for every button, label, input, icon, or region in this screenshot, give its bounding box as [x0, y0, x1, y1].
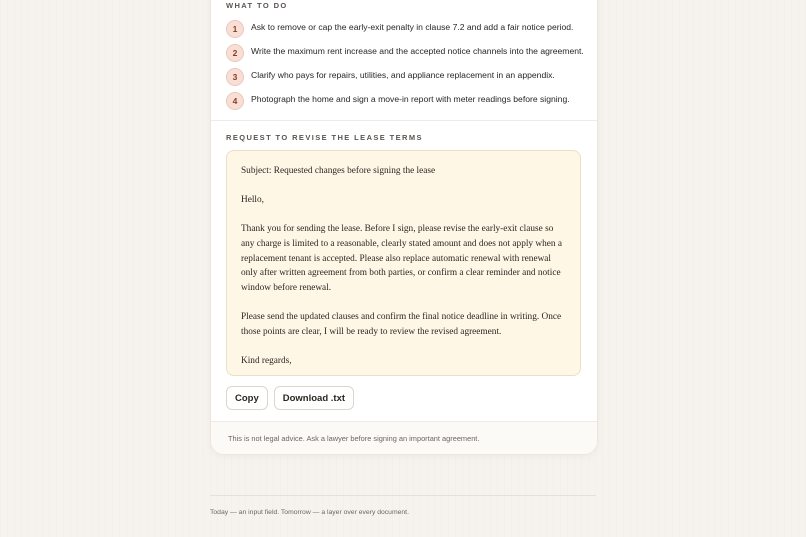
step-text: Ask to remove or cap the early-exit penalty in clause 7.2 and add a fair notice period.	[251, 22, 574, 32]
letter-body	[227, 151, 580, 368]
step-text: Write the maximum rent increase and the accepted notice channels into the agreement.	[251, 46, 584, 56]
step-number-badge: 3	[226, 68, 244, 86]
page-footer-tagline: Today — an input field. Tomorrow — a layer over every document.	[210, 509, 409, 516]
lease-review-card	[210, 0, 598, 455]
step-item	[226, 17, 586, 41]
request-heading: REQUEST TO REVISE THE LEASE TERMS	[226, 133, 423, 142]
letter-actions	[226, 386, 354, 410]
letter-paragraph: Thank you for sending the lease. Before I sign, please revise the early-exit clause so any charge is limited to a reasonable, clearly stated amount and does not apply when a replacement tenant is accepted. Please also replace automatic renewal with renewal only after written agreement from both parties, or confirm a clear reminder and notice window before renewal.	[241, 224, 562, 293]
what-to-do-heading: WHAT TO DO	[226, 1, 288, 10]
action-steps-list	[226, 17, 586, 113]
letter-greeting: Hello,	[241, 195, 264, 206]
section-divider	[211, 120, 597, 121]
letter-closing: Kind regards,	[241, 355, 292, 366]
step-number-badge: 2	[226, 44, 244, 62]
letter-paragraph: Please send the updated clauses and confirm the final notice deadline in writing. Once those points are clear, I will be ready to review the revised agreement.	[241, 311, 562, 337]
card-footer	[211, 422, 597, 454]
step-number-badge: 1	[226, 20, 244, 38]
step-number-badge: 4	[226, 92, 244, 110]
step-item	[226, 41, 586, 65]
step-text: Clarify who pays for repairs, utilities, and appliance replacement in an appendix.	[251, 70, 555, 80]
download-txt-button[interactable]: Download .txt	[274, 386, 354, 410]
letter-text-area[interactable]	[226, 150, 581, 376]
letter-subject: Subject: Requested changes before signing the lease	[241, 166, 436, 176]
step-text: Photograph the home and sign a move-in report with meter readings before signing.	[251, 94, 570, 104]
page-divider	[210, 495, 596, 496]
step-item	[226, 65, 586, 89]
copy-button[interactable]: Copy	[226, 386, 268, 410]
legal-disclaimer: This is not legal advice. Ask a lawyer before signing an important agreement.	[228, 434, 480, 443]
step-item	[226, 89, 586, 113]
